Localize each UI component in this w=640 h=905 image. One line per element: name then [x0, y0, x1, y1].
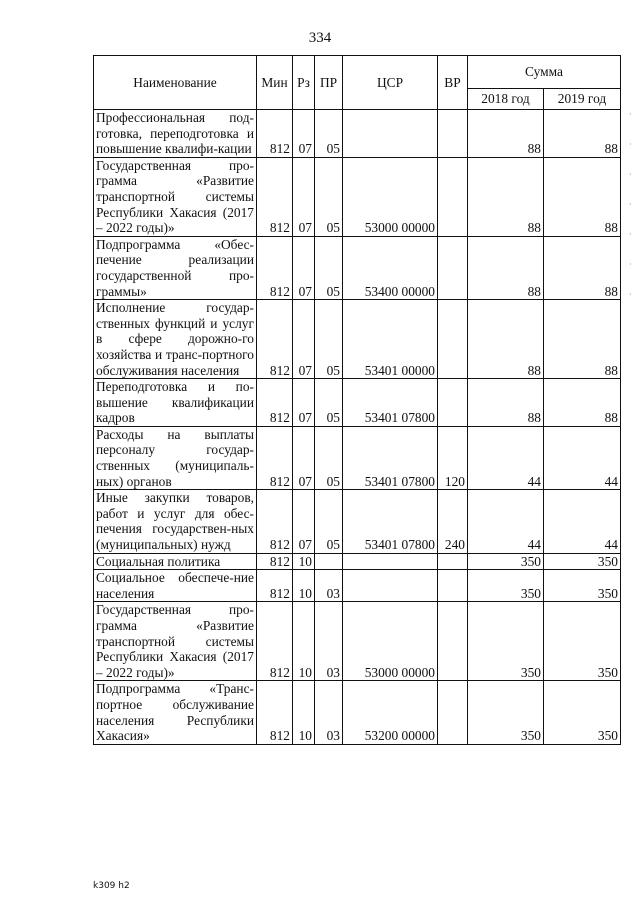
- table-row: [94, 553, 621, 570]
- row-sum-2018: 44: [468, 490, 544, 553]
- row-vr: [438, 300, 468, 379]
- row-vr: [438, 110, 468, 158]
- row-rz: 10: [293, 602, 315, 681]
- table-row: [94, 570, 621, 602]
- row-name: Переподготовка и по-вышение квалификации кадров: [94, 379, 257, 427]
- row-min: 812: [257, 570, 293, 602]
- table-row: [94, 681, 621, 744]
- row-vr: [438, 379, 468, 427]
- row-rz: 07: [293, 236, 315, 299]
- row-sum-2019: 88: [544, 110, 621, 158]
- table-row: [94, 300, 621, 379]
- row-vr: [438, 602, 468, 681]
- table-row: [94, 426, 621, 489]
- row-csr: [343, 553, 438, 570]
- row-csr: 53401 07800: [343, 490, 438, 553]
- row-sum-2019: 44: [544, 426, 621, 489]
- row-name: Государственная про-грамма «Развитие транспортной системы Республики Хакасия (2017 – 2022 годы)»: [94, 157, 257, 236]
- row-rz: 07: [293, 426, 315, 489]
- row-pr: 03: [315, 602, 343, 681]
- row-rz: 07: [293, 490, 315, 553]
- row-name: Подпрограмма «Обес-печение реализации государственной про-граммы»: [94, 236, 257, 299]
- header-rz: Рз: [293, 56, 315, 110]
- row-pr: [315, 553, 343, 570]
- table-row: [94, 157, 621, 236]
- table-row: [94, 379, 621, 427]
- row-rz: 10: [293, 570, 315, 602]
- row-pr: 05: [315, 110, 343, 158]
- row-csr: 53401 07800: [343, 379, 438, 427]
- row-pr: 05: [315, 379, 343, 427]
- row-min: 812: [257, 379, 293, 427]
- row-min: 812: [257, 553, 293, 570]
- row-pr: 05: [315, 426, 343, 489]
- row-csr: [343, 570, 438, 602]
- budget-table: [93, 55, 621, 745]
- row-rz: 10: [293, 553, 315, 570]
- row-sum-2019: 88: [544, 157, 621, 236]
- row-sum-2019: 350: [544, 681, 621, 744]
- row-name: Социальная политика: [94, 553, 257, 570]
- row-sum-2019: 88: [544, 236, 621, 299]
- header-sum: Сумма: [468, 56, 621, 89]
- row-vr: [438, 681, 468, 744]
- table-row: [94, 602, 621, 681]
- row-name: Профессиональная под-готовка, переподготовка и повышение квалифи-кации: [94, 110, 257, 158]
- header-min: Мин: [257, 56, 293, 110]
- row-csr: 53200 00000: [343, 681, 438, 744]
- row-vr: [438, 553, 468, 570]
- row-min: 812: [257, 490, 293, 553]
- row-sum-2019: 88: [544, 379, 621, 427]
- row-csr: 53401 00000: [343, 300, 438, 379]
- row-rz: 07: [293, 379, 315, 427]
- row-vr: 120: [438, 426, 468, 489]
- header-csr: ЦСР: [343, 56, 438, 110]
- row-csr: 53400 00000: [343, 236, 438, 299]
- row-min: 812: [257, 681, 293, 744]
- row-min: 812: [257, 110, 293, 158]
- row-sum-2019: 350: [544, 553, 621, 570]
- row-min: 812: [257, 602, 293, 681]
- row-sum-2018: 88: [468, 236, 544, 299]
- row-sum-2018: 88: [468, 157, 544, 236]
- header-vr: ВР: [438, 56, 468, 110]
- row-sum-2019: 88: [544, 300, 621, 379]
- row-sum-2019: 350: [544, 602, 621, 681]
- row-rz: 10: [293, 681, 315, 744]
- table-row: [94, 110, 621, 158]
- row-pr: 03: [315, 570, 343, 602]
- row-sum-2018: 88: [468, 379, 544, 427]
- row-name: Подпрограмма «Транс-портное обслуживание населения Республики Хакасия»: [94, 681, 257, 744]
- row-name: Исполнение государ-ственных функций и услуг в сфере дорожно-го хозяйства и транс-портного обслуживания населения: [94, 300, 257, 379]
- row-name: Расходы на выплаты персоналу государ-ственных (муниципаль-ных) органов: [94, 426, 257, 489]
- row-sum-2018: 350: [468, 602, 544, 681]
- row-sum-2018: 350: [468, 570, 544, 602]
- row-rz: 07: [293, 157, 315, 236]
- header-year-2018: 2018 год: [468, 88, 544, 109]
- row-vr: [438, 236, 468, 299]
- row-name: Государственная про-грамма «Развитие транспортной системы Республики Хакасия (2017 – 2022 годы)»: [94, 602, 257, 681]
- scan-margin-marks: · · · · · · ·: [629, 110, 632, 299]
- row-vr: [438, 157, 468, 236]
- header-pr: ПР: [315, 56, 343, 110]
- table-row: [94, 490, 621, 553]
- row-sum-2018: 88: [468, 110, 544, 158]
- row-sum-2019: 350: [544, 570, 621, 602]
- row-pr: 05: [315, 157, 343, 236]
- row-pr: 03: [315, 681, 343, 744]
- row-csr: 53000 00000: [343, 602, 438, 681]
- header-year-2019: 2019 год: [544, 88, 621, 109]
- row-name: Социальное обеспече-ние населения: [94, 570, 257, 602]
- row-vr: [438, 570, 468, 602]
- table-row: [94, 236, 621, 299]
- row-pr: 05: [315, 236, 343, 299]
- row-sum-2019: 44: [544, 490, 621, 553]
- page-number: 334: [308, 30, 332, 46]
- row-csr: [343, 110, 438, 158]
- row-min: 812: [257, 236, 293, 299]
- row-sum-2018: 350: [468, 681, 544, 744]
- row-sum-2018: 350: [468, 553, 544, 570]
- row-pr: 05: [315, 490, 343, 553]
- row-min: 812: [257, 300, 293, 379]
- row-csr: 53401 07800: [343, 426, 438, 489]
- row-min: 812: [257, 157, 293, 236]
- row-sum-2018: 44: [468, 426, 544, 489]
- row-rz: 07: [293, 300, 315, 379]
- row-rz: 07: [293, 110, 315, 158]
- row-pr: 05: [315, 300, 343, 379]
- header-name: Наименование: [94, 56, 257, 110]
- row-vr: 240: [438, 490, 468, 553]
- row-sum-2018: 88: [468, 300, 544, 379]
- row-min: 812: [257, 426, 293, 489]
- footer-code: k309 h2: [93, 881, 130, 891]
- row-name: Иные закупки товаров, работ и услуг для обес-печения государствен-ных (муниципальных) нужд: [94, 490, 257, 553]
- row-csr: 53000 00000: [343, 157, 438, 236]
